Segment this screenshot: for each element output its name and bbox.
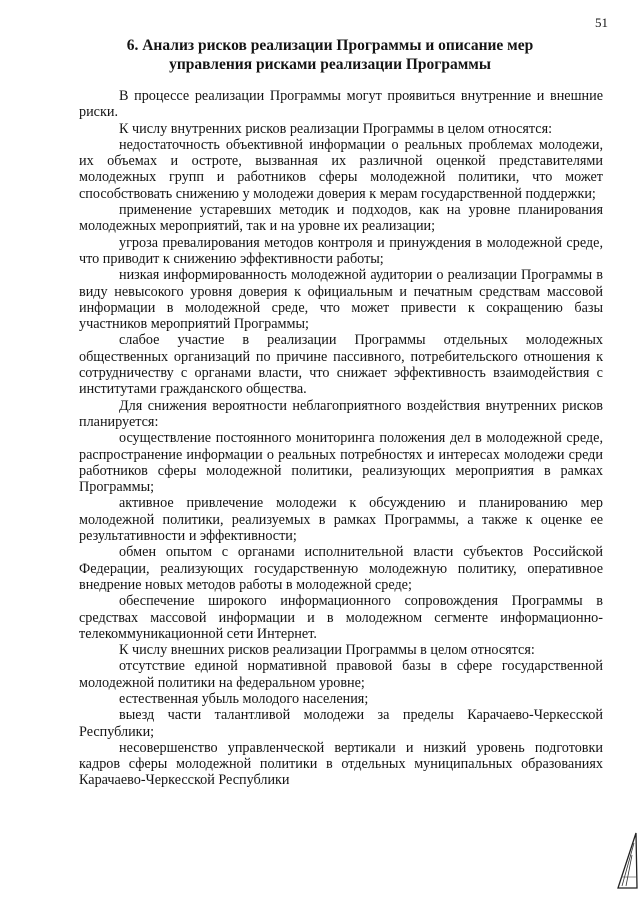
section-title-line-2: управления рисками реализации Программы <box>169 56 491 73</box>
paragraph: отсутствие единой нормативной правовой базы в сфере государственной молодежной политики на федеральном уровне; <box>79 658 603 691</box>
section-title-line-1: 6. Анализ рисков реализации Программы и описание мер <box>126 37 534 54</box>
paragraph: В процессе реализации Программы могут проявиться внутренние и внешние риски. <box>79 88 603 121</box>
paragraph: выезд части талантливой молодежи за пределы Карачаево-Черкесской Республики; <box>79 707 603 740</box>
paragraph: применение устаревших методик и подходов, как на уровне планирования молодежных мероприятий, так и на уровне их реализации; <box>79 202 603 235</box>
paragraph: несовершенство управленческой вертикали и низкий уровень подготовки кадров сферы молодежной политики в отдельных муниципальных образованиях Карачаево-Черкесской Республики <box>79 739 603 789</box>
paragraph: активное привлечение молодежи к обсуждению и планированию мер молодежной политики, реализуемых в рамках Программы, а также к оценке ее результативности и эффективности; <box>79 495 603 545</box>
section-title <box>60 36 600 74</box>
paragraph: низкая информированность молодежной аудитории о реализации Программы в виду невысокого уровня доверия к официальным и печатным средствам массовой информации в молодежной среде, что может привести к сокращению базы участников мероприятий Программы; <box>79 267 603 333</box>
paragraph: К числу внутренних рисков реализации Программы в целом относятся: <box>119 120 553 137</box>
scan-corner-mark-icon <box>616 831 638 889</box>
paragraph: обмен опытом с органами исполнительной власти субъектов Российской Федерации, реализующих государственную молодежную политику, оперативное внедрение новых методов работы в молодежной среде; <box>79 544 603 593</box>
paragraph: слабое участие в реализации Программы отдельных молодежных общественных организаций по причине пассивного, потребительского отношения к сотрудничеству с органами власти, что снижает эффективность взаимодействия с институтами гражданского общества. <box>79 332 603 398</box>
paragraph: обеспечение широкого информационного сопровождения Программы в средствах массовой информации и в молодежном сегменте информационно-телекоммуникационной сети Интернет. <box>79 593 603 642</box>
body-text <box>79 88 603 789</box>
paragraph: недостаточность объективной информации о реальных проблемах молодежи, их объемах и остроте, вызванная их различной оценкой представителями молодежных групп и работников сферы молодежной политики, что может способствовать снижению у молодежи доверия к мерам государственной поддержки; <box>79 136 603 202</box>
paragraph: угроза превалирования методов контроля и принуждения в молодежной среде, что приводит к снижению эффективности работы; <box>79 234 603 267</box>
paragraph: Для снижения вероятности неблагоприятного воздействия внутренних рисков планируется: <box>79 397 603 430</box>
paragraph: К числу внешних рисков реализации Программы в целом относятся: <box>119 642 535 659</box>
paragraph: естественная убыль молодого населения; <box>119 690 369 707</box>
paragraph: осуществление постоянного мониторинга положения дел в молодежной среде, распространение информации о реальных потребностях и интересах молодежи среди работников сферы молодежной политики, реализующих мероприятия в рамках Программы; <box>79 430 603 496</box>
page-number: 51 <box>595 15 608 30</box>
